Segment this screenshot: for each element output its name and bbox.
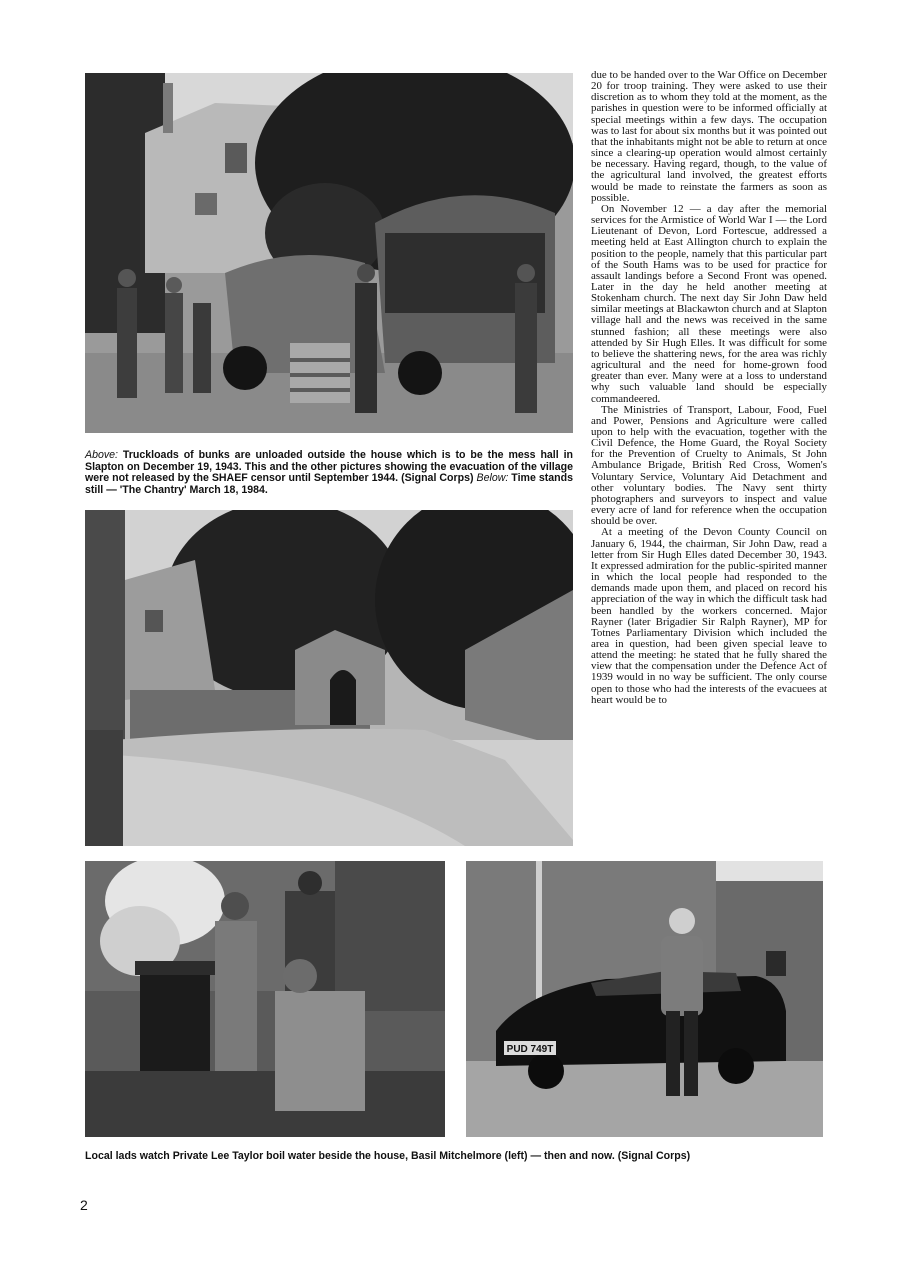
- article-paragraph-1: due to be handed over to the War Office on December 20 for troop training. They were asked to use their discretion as to whom they told at the moment, as the parishes in question were to be informed officially at special meetings within a few days. The occupation was to last for about six months but it was pointed out that the inhabitants might not be able to return at once since a clearing-up operation would almost certainly be necessary. Having regard, though, to the value of the agricultural land involved, the greatest efforts would be made to reinstate the farmers as soon as possible.: [591, 69, 827, 204]
- below-label: Below:: [476, 472, 509, 485]
- photo-mitchelmore-image: [466, 861, 823, 1137]
- number-plate: PUD 749T: [506, 1044, 554, 1055]
- top-caption: [85, 450, 573, 496]
- below-caption-text: Time stands still — 'The Chantry' March 18, 1984.: [85, 472, 573, 496]
- above-label: Above:: [85, 449, 118, 461]
- photo-boiling-water-1943: [85, 861, 445, 1137]
- photo-chantry-image: [85, 510, 573, 846]
- photo-trucks-image: [85, 73, 573, 433]
- article-paragraph-4: At a meeting of the Devon County Council on January 6, 1944, the chairman, Sir John Daw, read a letter from Sir Hugh Elles dated December 30, 1943. It expressed admiration for the public-spirited manner in which the local people had responded to the demands made upon them, and placed on record his appreciation of the way in which the difficult task had been handled by the workers concerned. Major Rayner (later Brigadier Sir Ralph Rayner), MP for Totnes Parliamentary Division which included the area in question, had been given special leave to attend the meeting: he stated that he fully shared the view that the compensation under the Defence Act of 1939 would in no way be sufficient. The only course open to those who had the interests of the evacuees at heart would be to: [591, 526, 827, 706]
- article-paragraph-2: On November 12 — a day after the memorial services for the Armistice of World War I — the Lord Lieutenant of Devon, Lord Fortescue, addressed a meeting held at East Allington church to explain the position to the people, namely that this particular part of the South Hams was to be used for practice for assault landings before a Second Front was opened. Later in the day he held another meeting at Stokenham church. The next day Sir John Daw held similar meetings at Blackawton church and at Slapton village hall and the news was received in the same stunned fashion; all these meetings were also attended by Sir Hugh Elles. It was difficult for some to believe the shattering news, for the area was richly agricultural and the need for home-grown food greater than ever. Many were at a loss to understand why such valuable land should be especially commandeered.: [591, 202, 827, 405]
- article-column: [591, 70, 827, 706]
- page-number: 2: [80, 1197, 88, 1213]
- photo-boiling-water-image: [85, 861, 445, 1137]
- photo-mitchelmore-1984: [466, 861, 823, 1137]
- article-paragraph-3: The Ministries of Transport, Labour, Food, Fuel and Power, Pensions and Agriculture were called upon to help with the evacuation, together with the Civil Defence, the Home Guard, the Royal Society for the Prevention of Cruelty to Animals, St John Ambulance Brigade, British Red Cross, Women's Voluntary Service, Voluntary Aid Detachment and other voluntary bodies. The Navy sent thirty photographers and surveyors to inspect and value every acre of land for reference when the occupation should be over.: [591, 403, 827, 528]
- above-caption-text: Truckloads of bunks are unloaded outside the house which is to be the mess hall in Slapton on December 19, 1943. This and the other pictures showing the evacuation of the village were not released by the SHAEF censor until September 1944. (Signal Corps): [85, 449, 573, 485]
- photo-chantry-1984: [85, 510, 573, 846]
- bottom-caption: Local lads watch Private Lee Taylor boil water beside the house, Basil Mitchelmore (left) — then and now. (Signal Corps): [85, 1150, 691, 1162]
- photo-trucks-unloading: [85, 73, 573, 433]
